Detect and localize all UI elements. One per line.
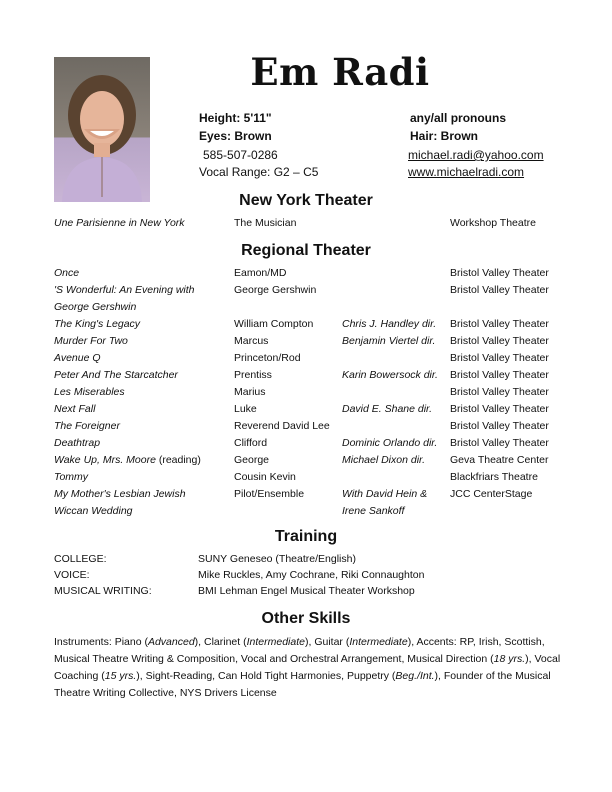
credit-role: Princeton/Rod (234, 352, 301, 364)
credit-venue: Geva Theatre Center (450, 454, 549, 466)
email-link[interactable]: michael.radi@yahoo.com (408, 148, 544, 162)
credit-director: David E. Shane dir. (342, 403, 433, 415)
credit-director: With David Hein & (342, 488, 428, 500)
credit-show: Tommy (54, 471, 89, 483)
section-heading-other-skills: Other Skills (261, 610, 351, 627)
skill-level: Intermediate (246, 636, 305, 648)
credit-show: George Gershwin (54, 301, 137, 313)
credit-show: Wake Up, Mrs. Moore (reading) (54, 454, 201, 466)
section-heading-training: Training (274, 528, 338, 545)
credit-venue: JCC CenterStage (450, 488, 533, 500)
credit-show: Wiccan Wedding (54, 505, 133, 517)
credit-venue: Bristol Valley Theater (450, 284, 549, 296)
credit-show: My Mother's Lesbian Jewish (54, 488, 186, 500)
credit-role: Luke (234, 403, 257, 415)
section-heading-regional: Regional Theater (241, 242, 371, 259)
credit-show: Peter And The Starcatcher (54, 369, 178, 381)
eyes-stat: Eyes: Brown (199, 129, 272, 143)
credit-venue: Bristol Valley Theater (450, 267, 549, 279)
skill-level: Beg./Int. (395, 670, 435, 682)
credit-show: 'S Wonderful: An Evening with (54, 284, 195, 296)
credit-director: Chris J. Handley dir. (342, 318, 437, 330)
skill-level: Intermediate (349, 636, 408, 648)
actor-name: Em Radi (250, 50, 430, 94)
credit-show: Next Fall (54, 403, 96, 415)
training-label: COLLEGE: (54, 553, 107, 565)
credit-role: Prentiss (234, 369, 272, 381)
credit-show: Deathtrap (54, 437, 101, 449)
skill-text: ), Guitar ( (304, 636, 350, 648)
credit-role: Reverend David Lee (234, 420, 330, 432)
credit-venue: Bristol Valley Theater (450, 352, 549, 364)
credit-director: Dominic Orlando dir. (342, 437, 438, 449)
credit-role: Marius (234, 386, 266, 398)
credit-role: Marcus (234, 335, 269, 347)
credit-role: George (234, 454, 270, 466)
credit-role: Cousin Kevin (234, 471, 296, 483)
credit-venue: Bristol Valley Theater (450, 420, 549, 432)
credit-venue: Bristol Valley Theater (450, 386, 549, 398)
training-value: Mike Ruckles, Amy Cochrane, Riki Connaughton (198, 569, 425, 581)
credit-role: Clifford (234, 437, 268, 449)
skill-text: ), Vocal Coaching ( (54, 653, 561, 682)
credit-venue: Bristol Valley Theater (450, 437, 549, 449)
credit-venue: Bristol Valley Theater (450, 369, 549, 381)
skill-text: ), Clarinet ( (194, 636, 247, 648)
skill-level: 18 yrs. (493, 653, 526, 665)
skill-text: Instruments: Piano ( (54, 636, 148, 648)
pronouns: any/all pronouns (410, 111, 507, 125)
credit-show-note: (reading) (155, 454, 201, 466)
training-value: BMI Lehman Engel Musical Theater Workshop (198, 585, 415, 597)
skill-text: ), Sight-Reading, Can Hold Tight Harmonies, Puppetry ( (136, 670, 396, 682)
section-heading-new-york: New York Theater (239, 192, 373, 209)
credit-director: Michael Dixon dir. (342, 454, 426, 466)
credit-show: The King's Legacy (54, 318, 141, 330)
credit-role: William Compton (234, 318, 314, 330)
credit-director: Benjamin Viertel dir. (342, 335, 436, 347)
credit-director: Irene Sankoff (342, 505, 405, 517)
training-label: MUSICAL WRITING: (54, 585, 152, 597)
credit-show: Once (54, 267, 80, 279)
skill-text: ), Accents: RP, Irish, Scottish, Musical Theatre Writing & Composition, Vocal and Orchestral Arrangement, Musical Direction ( (54, 636, 545, 665)
skill-text: ), Founder of the Musical Theatre Writing Collective, NYS Drivers License (54, 670, 551, 699)
credit-venue: Workshop Theatre (450, 217, 536, 229)
credit-show: Murder For Two (54, 335, 128, 347)
height-stat: Height: 5'11" (199, 111, 272, 125)
skill-level: 15 yrs. (104, 670, 137, 682)
credit-role: Pilot/Ensemble (234, 488, 305, 500)
website-link[interactable]: www.michaelradi.com (408, 165, 525, 179)
skill-level: Advanced (147, 636, 195, 648)
credit-director: Karin Bowersock dir. (342, 369, 438, 381)
credit-venue: Bristol Valley Theater (450, 403, 549, 415)
credit-show: The Foreigner (54, 420, 120, 432)
credit-role: Eamon/MD (234, 267, 287, 279)
credit-venue: Blackfriars Theatre (450, 471, 538, 483)
phone-number: 585-507-0286 (203, 148, 278, 162)
training-value: SUNY Geneseo (Theatre/English) (198, 553, 356, 565)
headshot-photo (54, 57, 150, 202)
credit-role: George Gershwin (234, 284, 317, 296)
vocal-range: Vocal Range: G2 – C5 (199, 165, 319, 179)
credit-venue: Bristol Valley Theater (450, 335, 549, 347)
credit-venue: Bristol Valley Theater (450, 318, 549, 330)
credit-show: Les Miserables (54, 386, 125, 398)
skills-paragraph (54, 634, 566, 702)
credit-show: Avenue Q (54, 352, 101, 364)
credit-role: The Musician (234, 217, 297, 229)
training-label: VOICE: (54, 569, 90, 581)
hair-stat: Hair: Brown (410, 129, 479, 143)
credit-show: Une Parisienne in New York (54, 217, 185, 229)
